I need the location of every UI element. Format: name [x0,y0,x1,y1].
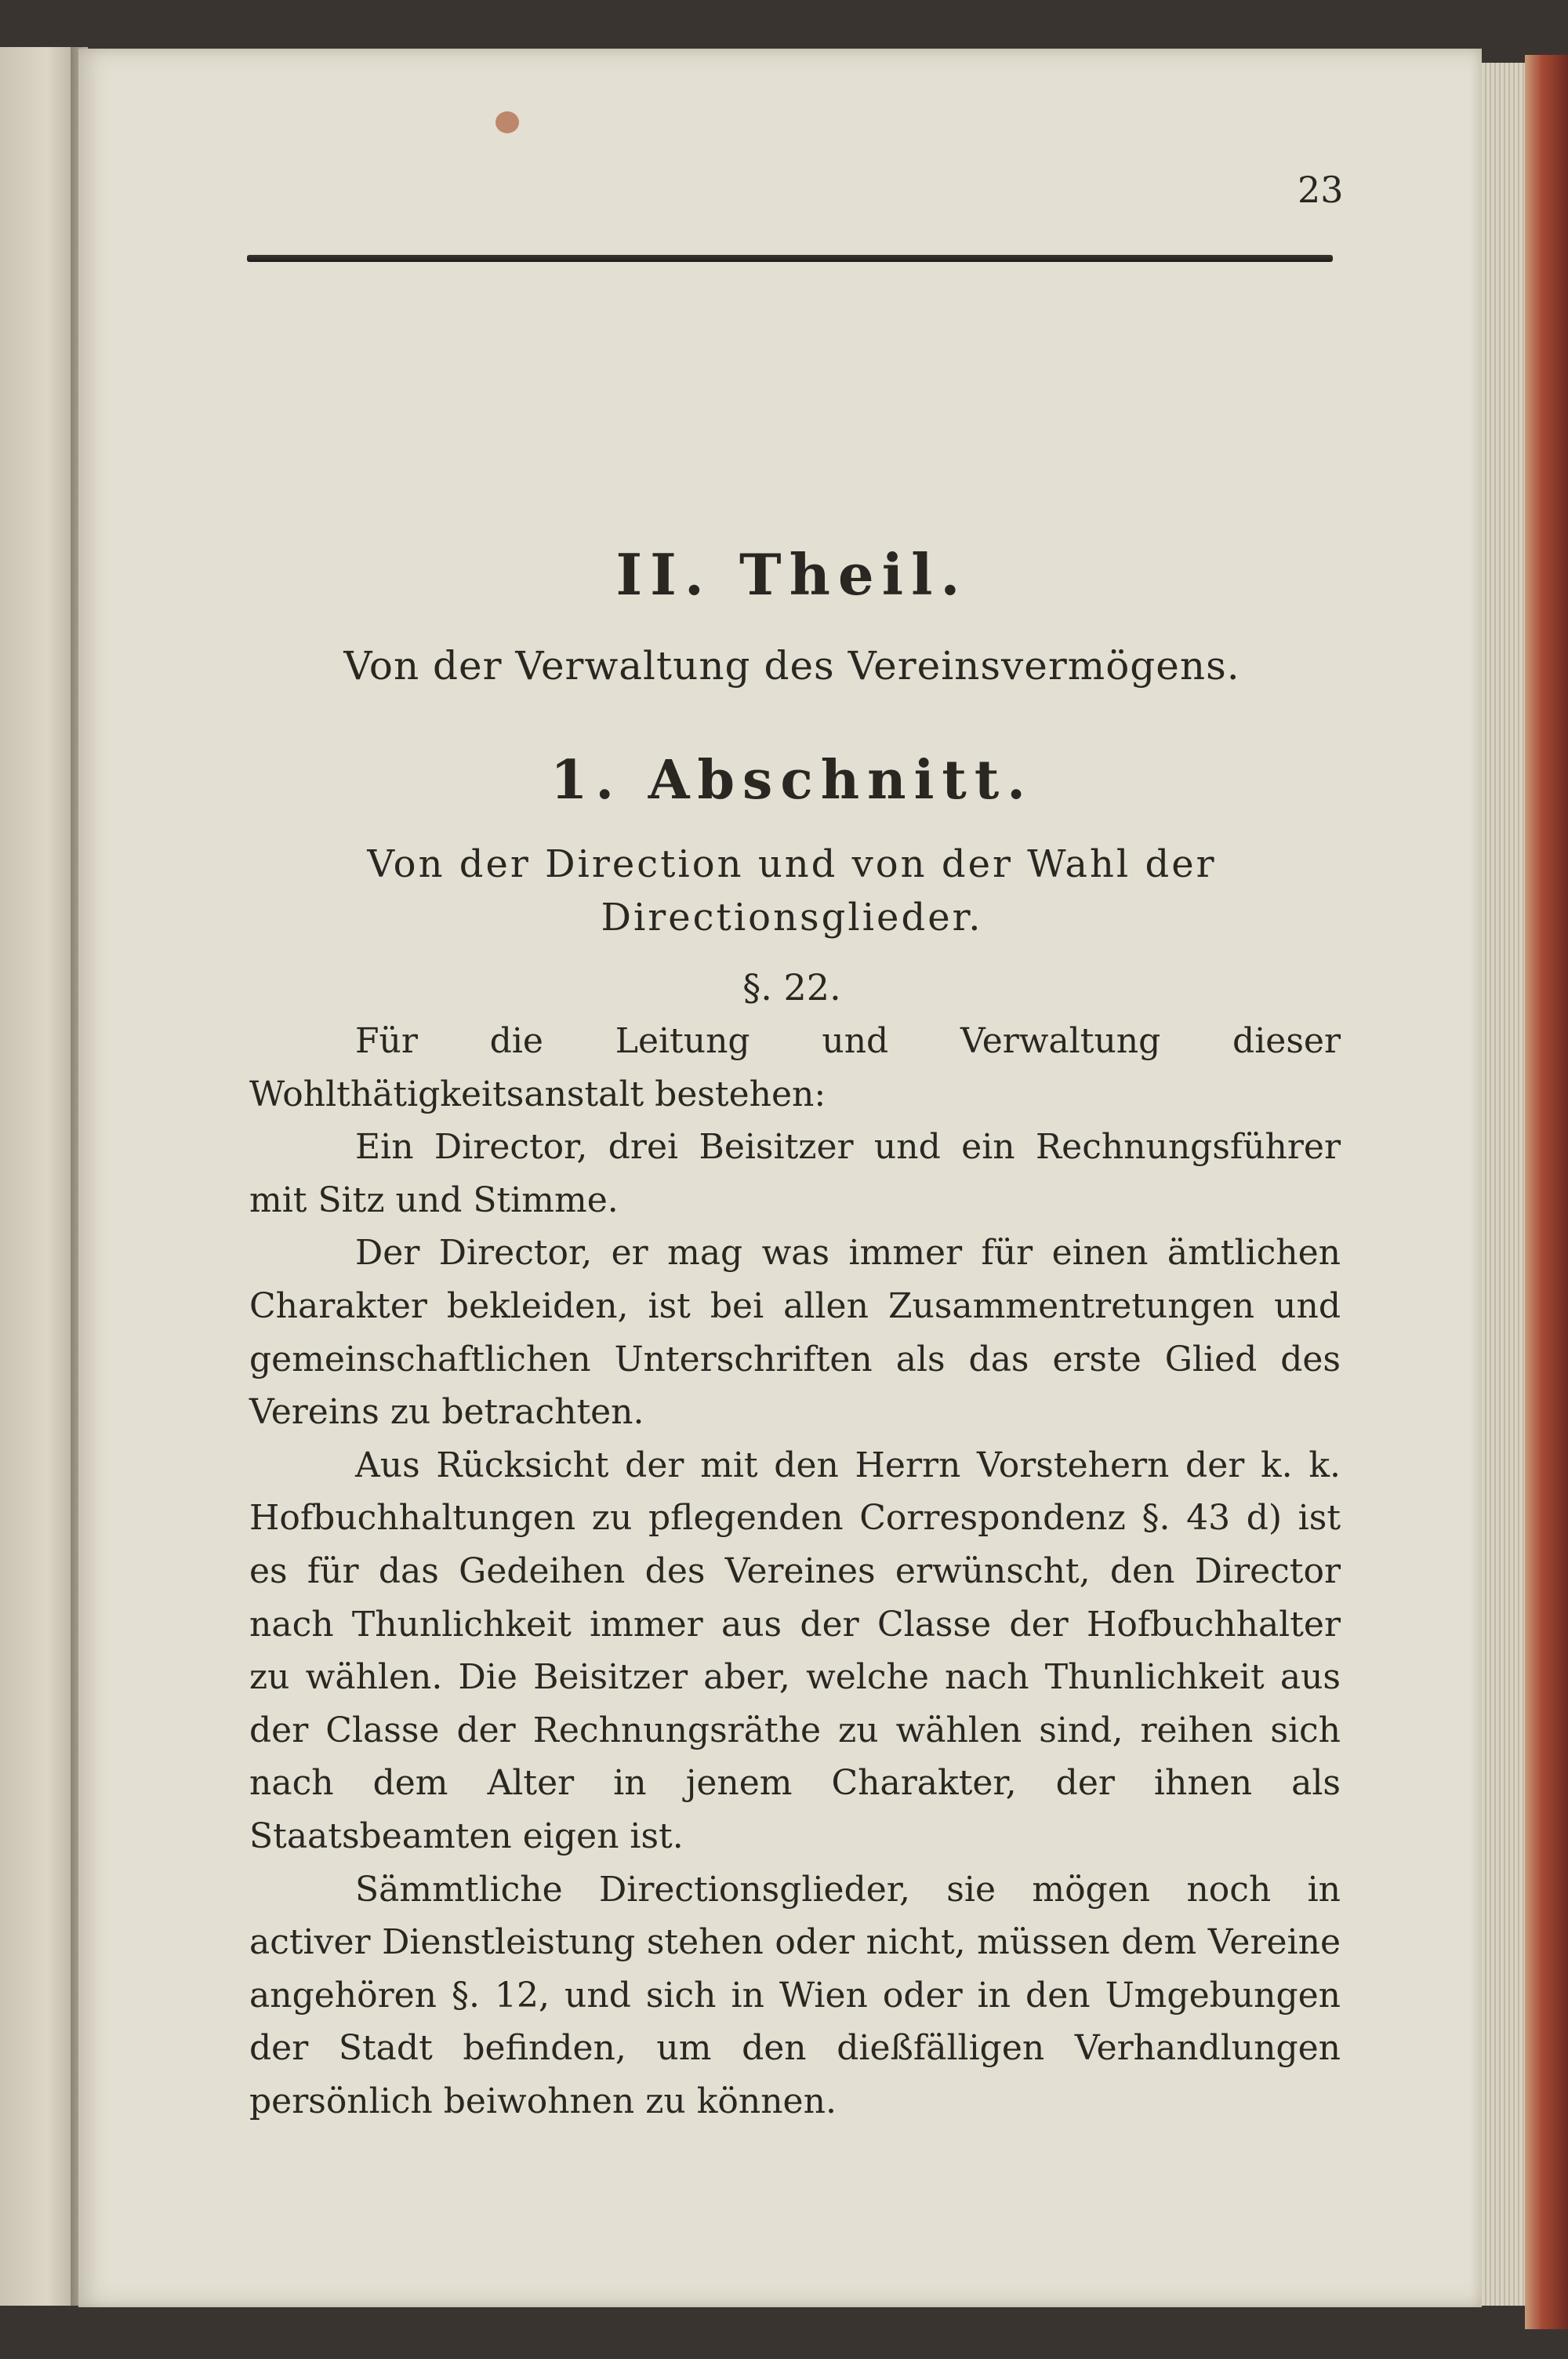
paragraph-1: Für die Leitung und Verwaltung dieser Wohlthätigkeitsanstalt bestehen: [249,1021,1341,1114]
book-cover-edge [1525,55,1568,2329]
paragraph-5: Sämmtliche Directionsglieder, sie mögen noch in activer Dienstleistung stehen oder nicht, müssen dem Vereine angehören §. 12, und sich in Wien oder in den Umgebungen der Stadt befinden, um den dießfälligen Verhandlungen persönlich beiwohnen zu können. [249,1869,1341,2121]
page-stack-edge [1482,63,1525,2306]
ink-stain [495,111,519,133]
section-heading: 1. Abschnitt. [550,749,1033,812]
body-text [249,1015,1341,2128]
paragraph-2: Ein Director, drei Beisitzer und ein Rechnungsführer mit Sitz und Stimme. [249,1127,1341,1220]
part-heading: II. Theil. [615,541,968,608]
paragraph-3: Der Director, er mag was immer für einen ämtlichen Charakter bekleiden, ist bei allen Zusammentretungen und gemeinschaftlichen Unterschriften als das erste Glied des Vereins zu betrachten. [249,1233,1341,1433]
section-subtitle: Von der Direction und von der Wahl der Directionsglieder. [367,842,1217,940]
facing-page-edge [0,47,78,2306]
paragraph-number: §. 22. [742,966,841,1009]
part-subtitle: Von der Verwaltung des Vereinsvermögens. [343,643,1240,689]
page-number: 23 [1298,169,1344,211]
paragraph-4: Aus Rücksicht der mit den Herrn Vorstehern der k. k. Hofbuchhaltungen zu pflegenden Correspondenz §. 43 d) ist es für das Gedeihen des Vereines erwünscht, den Director nach Thunlichkeit immer aus der Classe der Hofbuchhalter zu wählen. Die Beisitzer aber, welche nach Thunlichkeit aus der Classe der Rechnungsräthe zu wählen sind, reihen sich nach dem Alter in jenem Charakter, der ihnen als Staatsbeamten eigen ist. [249,1445,1341,1856]
header-rule [247,255,1333,262]
